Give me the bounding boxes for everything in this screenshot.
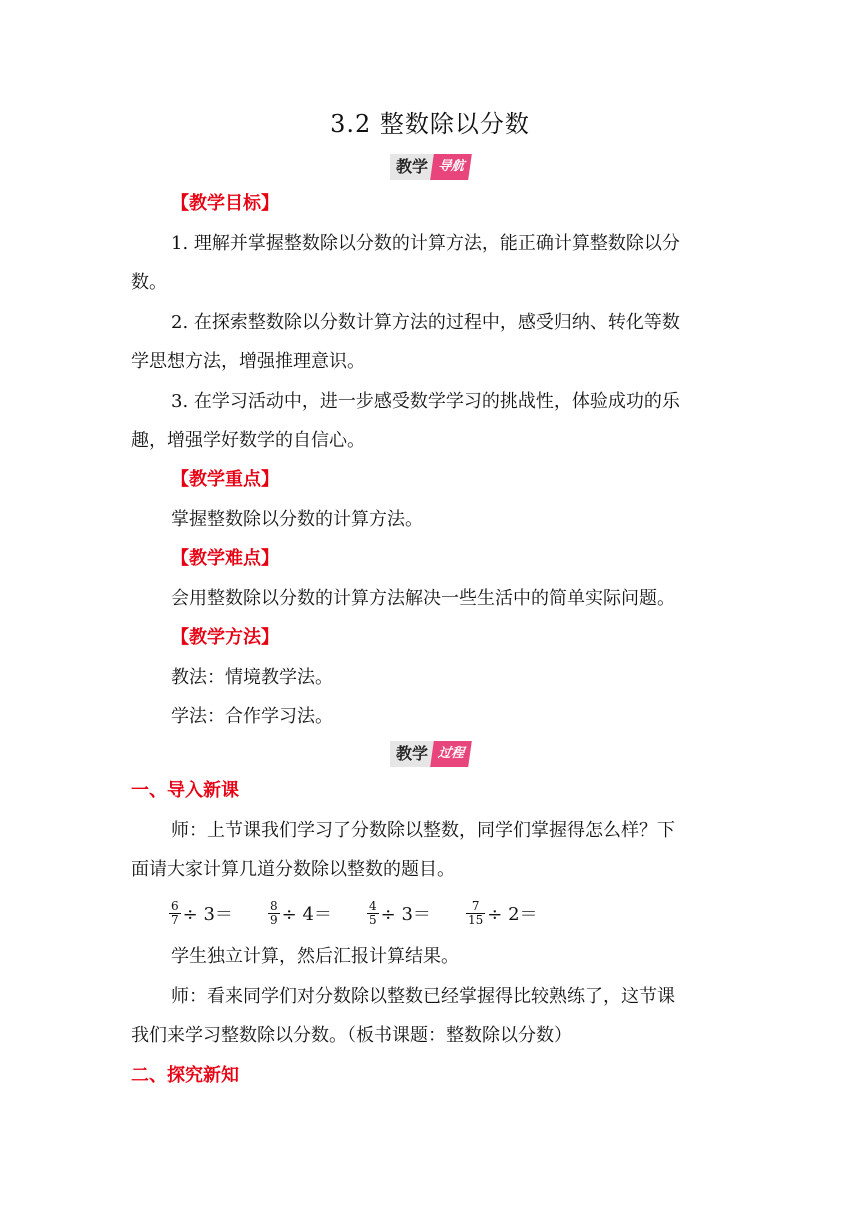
- objective-1-line-1: 1. 理解并掌握整数除以分数的计算方法，能正确计算整数除以分: [171, 233, 680, 254]
- page-title: 3.2 整数除以分数: [330, 110, 530, 138]
- section-2-heading: 二、探究新知: [131, 1065, 239, 1086]
- objective-2-line-1: 2. 在探索整数除以分数计算方法的过程中，感受归纳、转化等数: [171, 312, 680, 333]
- section-1-para-2: 学生独立计算，然后汇报计算结果。: [171, 946, 459, 967]
- exercise-4: $\frac{7}{15}$ ÷ 2＝: [468, 898, 538, 927]
- exercise-3: $\frac{4}{5}$ ÷ 3＝: [369, 898, 431, 927]
- objective-3-line-1: 3. 在学习活动中，进一步感受数学学习的挑战性，体验成功的乐: [171, 391, 680, 412]
- fraction: $\frac{6}{7}$: [171, 898, 179, 927]
- learning-method: 学法：合作学习法。: [171, 706, 333, 727]
- teaching-guide-badge: [0, 154, 860, 180]
- exercise-2: $\frac{8}{9}$ ÷ 4＝: [270, 898, 332, 927]
- key-points-text: 掌握整数除以分数的计算方法。: [171, 509, 423, 530]
- methods-heading: 【教学方法】: [171, 627, 279, 648]
- fraction: $\frac{7}{15}$: [468, 898, 484, 927]
- teaching-process-badge: [0, 741, 860, 767]
- objective-1-line-2: 数。: [131, 272, 167, 293]
- difficulties-heading: 【教学难点】: [171, 548, 279, 569]
- objective-2-line-2: 学思想方法，增强推理意识。: [131, 351, 365, 372]
- section-1-para-1-line-2: 面请大家计算几道分数除以整数的题目。: [131, 859, 455, 880]
- section-1-heading: 一、导入新课: [131, 780, 239, 801]
- section-1-para-3-line-2: 我们来学习整数除以分数。（板书课题：整数除以分数）: [131, 1025, 572, 1046]
- fraction: $\frac{8}{9}$: [270, 898, 278, 927]
- badge-guide-left: 教学: [390, 154, 434, 180]
- badge-guide-right: 导航: [430, 154, 472, 180]
- difficulties-text: 会用整数除以分数的计算方法解决一些生活中的简单实际问题。: [171, 588, 675, 609]
- objectives-heading: 【教学目标】: [171, 193, 279, 214]
- objective-3-line-2: 趣，增强学好数学的自信心。: [131, 430, 365, 451]
- section-1-para-3-line-1: 师：看来同学们对分数除以整数已经掌握得比较熟练了，这节课: [171, 986, 675, 1007]
- exercise-1: $\frac{6}{7}$ ÷ 3＝: [171, 898, 233, 927]
- badge-process-right: 过程: [430, 741, 472, 767]
- section-1-para-1-line-1: 师：上节课我们学习了分数除以整数，同学们掌握得怎么样？下: [171, 820, 675, 841]
- teaching-method: 教法：情境教学法。: [171, 667, 333, 688]
- fraction: $\frac{4}{5}$: [369, 898, 377, 927]
- badge-process-left: 教学: [390, 741, 434, 767]
- key-points-heading: 【教学重点】: [171, 469, 279, 490]
